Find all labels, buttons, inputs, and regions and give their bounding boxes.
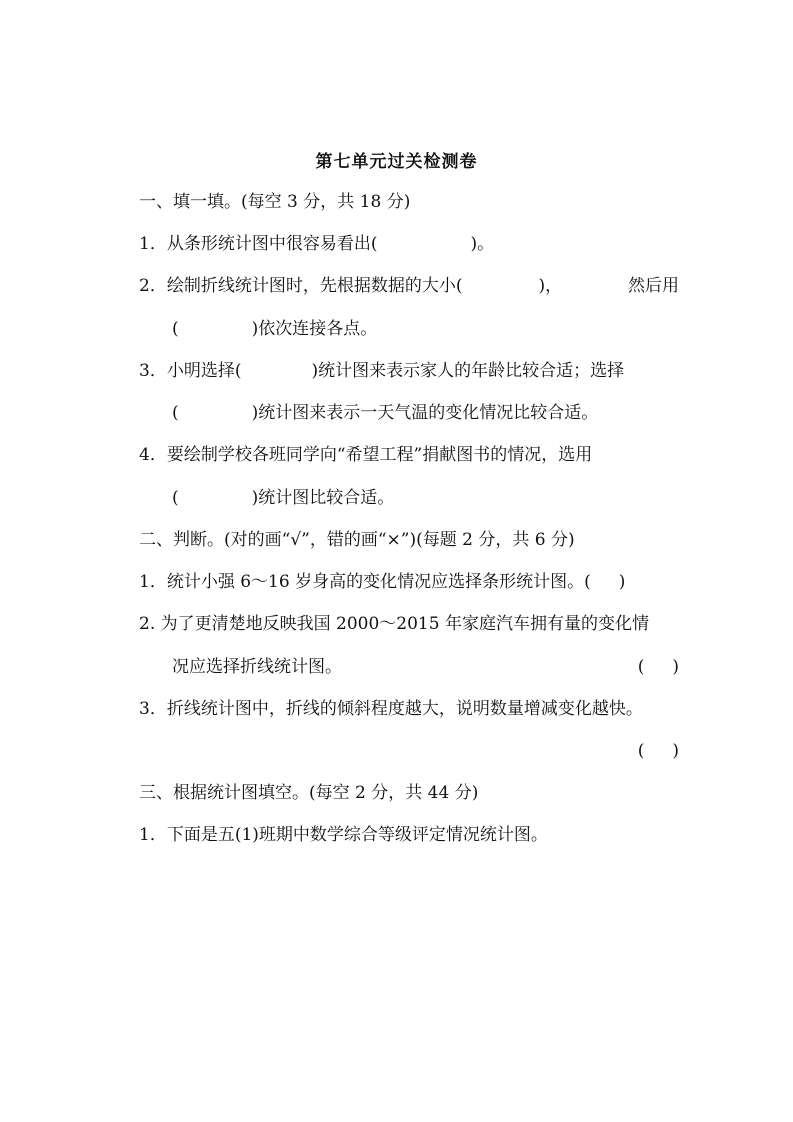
- s1-question-1: [139, 232, 679, 256]
- section-3-heading: 三、根据统计图填空。(每空 2 分，共 44 分): [139, 783, 479, 803]
- s2-q2-close: ): [672, 657, 679, 677]
- s2-q1-text: 1．统计小强 6～16 岁身高的变化情况应选择条形统计图。(: [139, 572, 591, 592]
- s1-question-3-line-2: [172, 401, 679, 425]
- s1-question-3-line-1: [139, 359, 679, 383]
- s3-question-1: 1．下面是五(1)班期中数学综合等级评定情况统计图。: [139, 825, 548, 845]
- s1-question-2-line-2: [172, 317, 679, 341]
- section-1-heading: 一、填一填。(每空 3 分，共 18 分): [139, 192, 411, 212]
- s1-q1-end: )。: [470, 234, 495, 254]
- s2-q2-text-2: 况应选择折线统计图。: [172, 657, 342, 677]
- s1-q2-text: 2．绘制折线统计图时，先根据数据的大小(: [139, 276, 463, 296]
- s1-q2-paren: )，: [538, 276, 563, 296]
- s1-q3-text-b: )统计图来表示家人的年龄比较合适；选择: [311, 361, 625, 381]
- s2-question-3-line-1: 3．折线统计图中，折线的倾斜程度越大，说明数量增减变化越快。: [139, 699, 643, 719]
- s1-q2-text-2: )依次连接各点。: [251, 319, 378, 339]
- s2-q1-close: ): [618, 572, 626, 592]
- s2-question-3-line-2: [139, 739, 679, 763]
- s1-q4-open: (: [172, 488, 179, 508]
- s1-q4-text-2: )统计图比较合适。: [251, 488, 395, 508]
- s1-q2-open: (: [172, 319, 179, 339]
- s2-question-2-line-1: 2. 为了更清楚地反映我国 2000～2015 年家庭汽车拥有量的变化情: [139, 614, 649, 634]
- s2-q3-open: (: [637, 741, 645, 761]
- s1-q1-text: 1．从条形统计图中很容易看出(: [139, 234, 378, 254]
- s1-question-2-line-1: [139, 274, 679, 298]
- s2-question-2-line-2: [172, 655, 679, 679]
- s1-q2-tail: 然后用: [628, 276, 679, 296]
- s2-q2-open: (: [637, 657, 645, 677]
- s2-q3-close: ): [672, 741, 679, 761]
- s1-q3-open: (: [172, 403, 179, 423]
- s1-q3-text: 3．小明选择(: [139, 361, 242, 381]
- s1-question-4-line-1: 4．要绘制学校各班同学向“希望工程”捐献图书的情况，选用: [139, 445, 593, 465]
- s2-question-1: [139, 570, 679, 594]
- section-2-heading: 二、判断。(对的画“√”，错的画“×”)(每题 2 分，共 6 分): [139, 530, 575, 550]
- s1-q3-text-2: )统计图来表示一天气温的变化情况比较合适。: [251, 403, 599, 423]
- page-title: 第七单元过关检测卷: [315, 152, 478, 172]
- s1-question-4-line-2: [172, 486, 679, 510]
